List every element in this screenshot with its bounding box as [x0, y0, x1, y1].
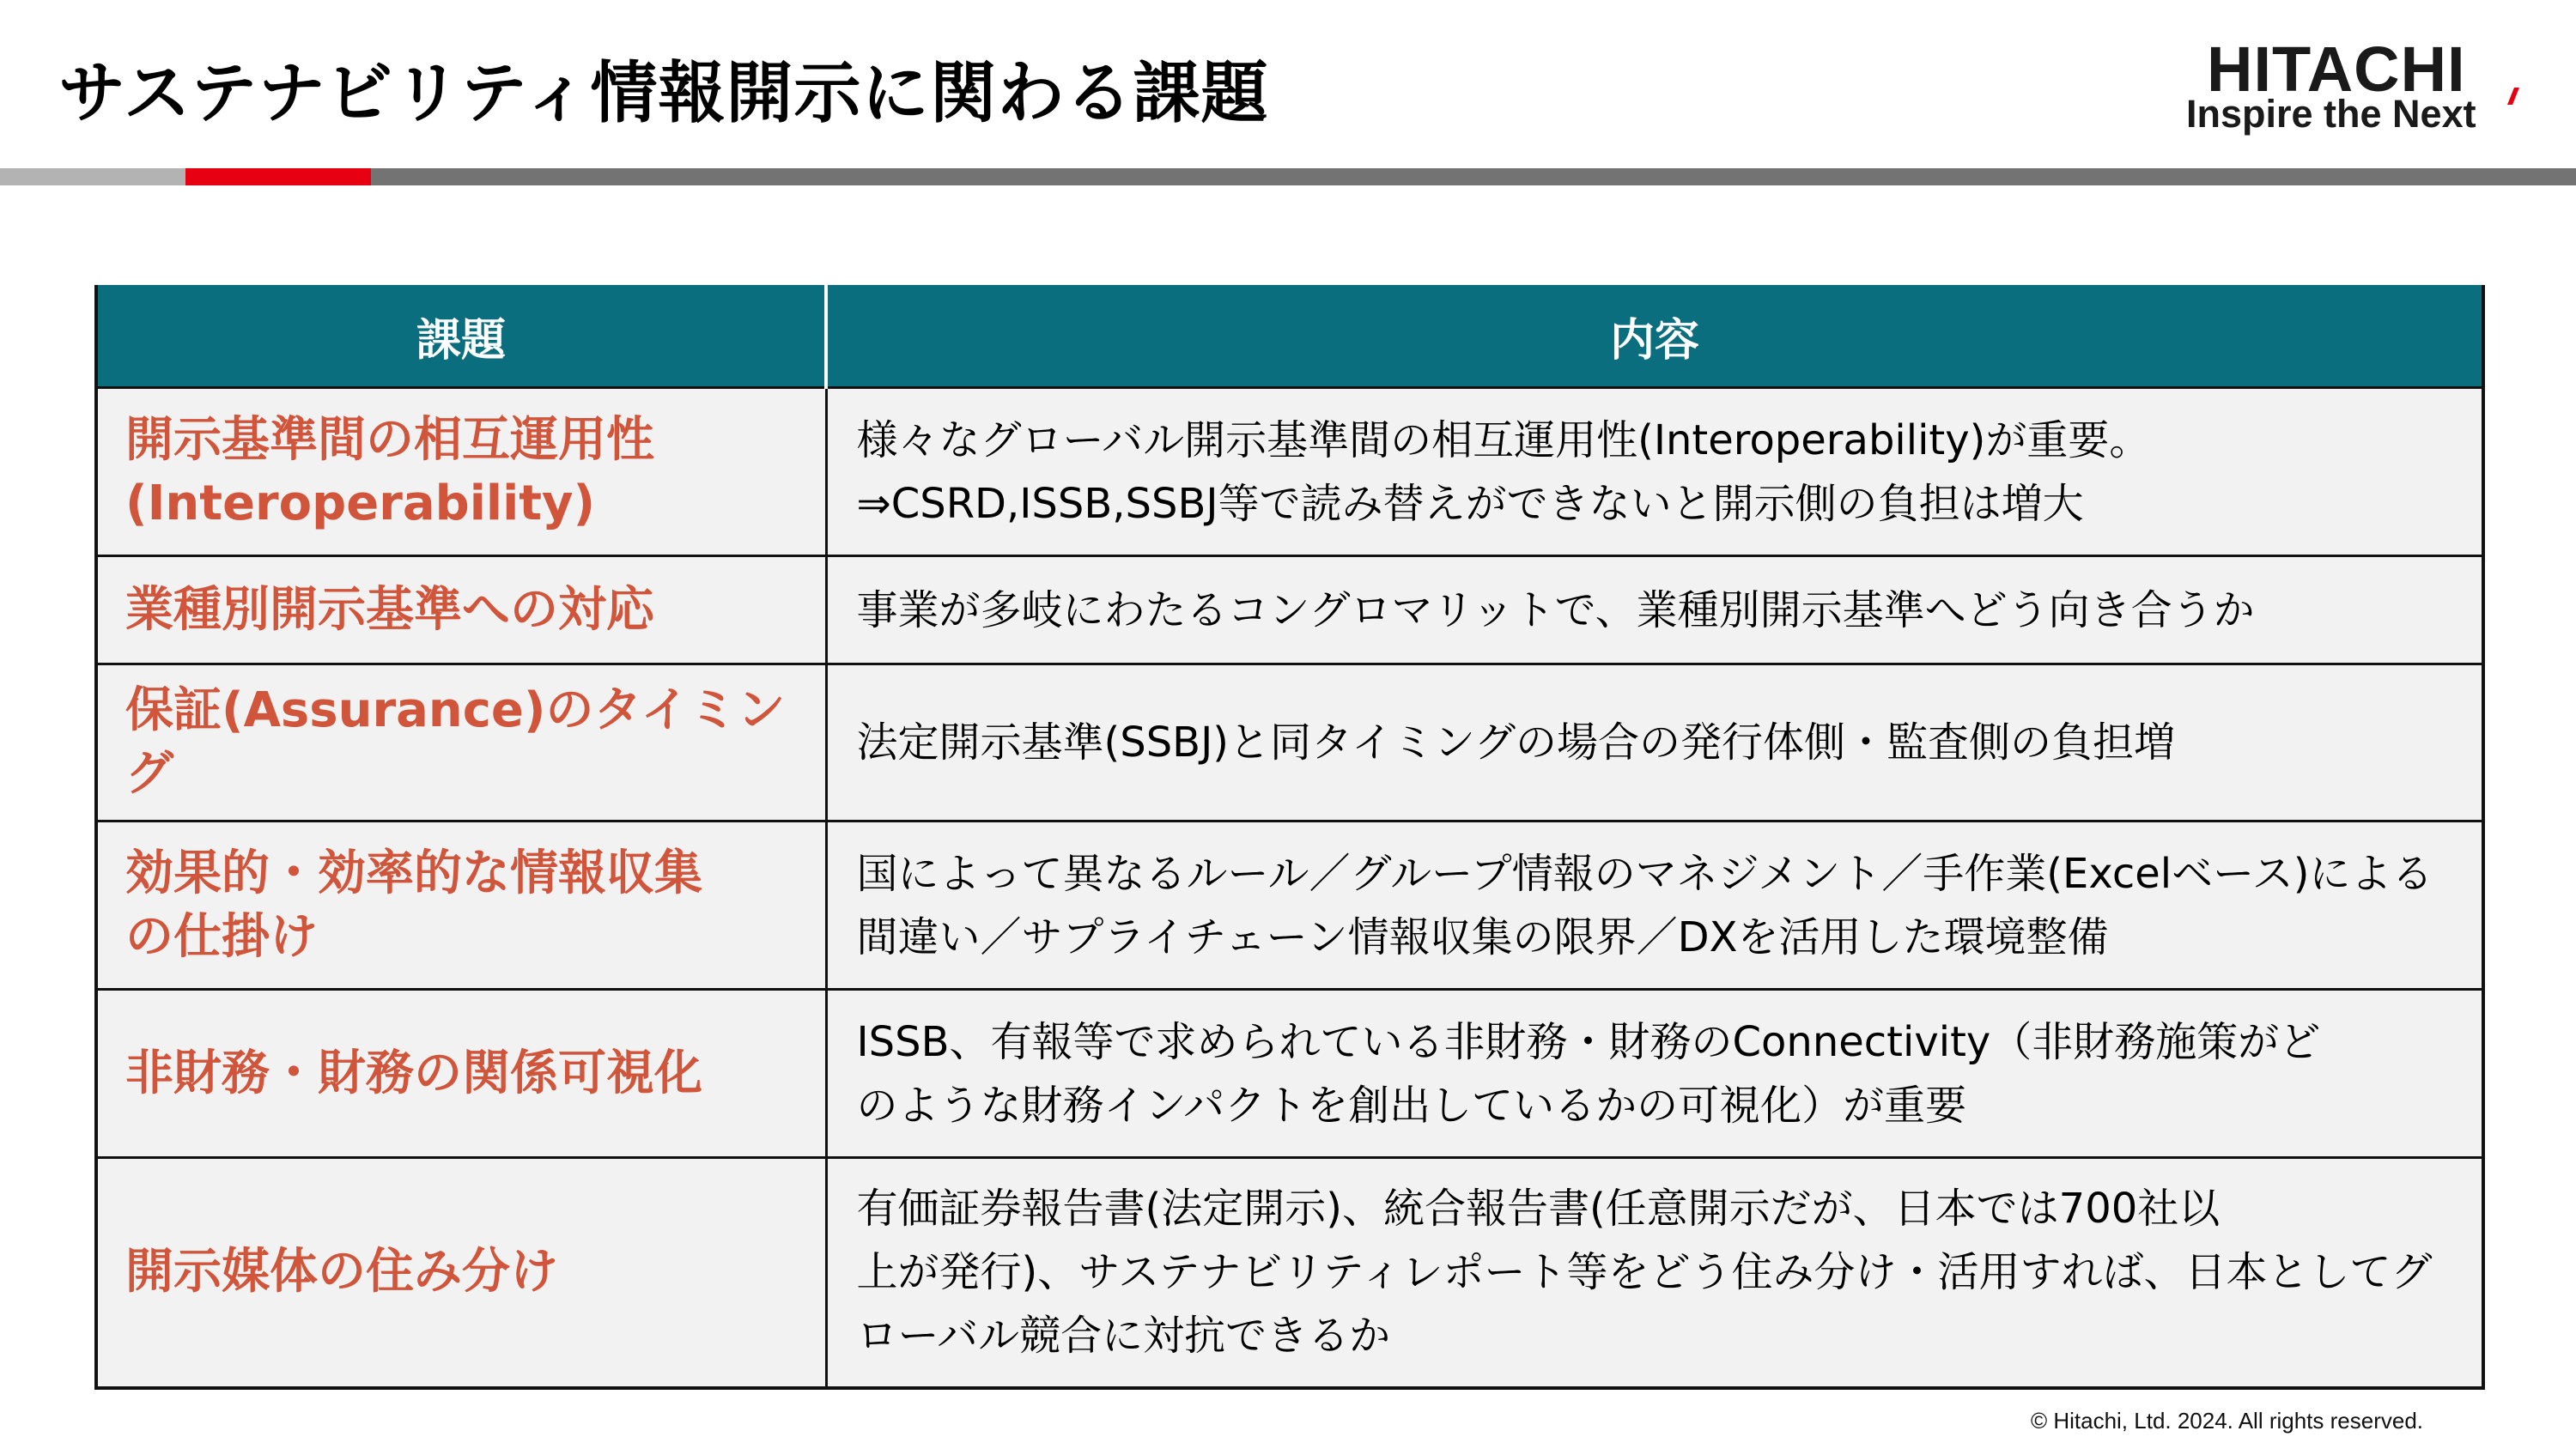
page-title: サステナビリティ情報開示に関わる課題	[58, 55, 1269, 132]
table-row	[96, 556, 2483, 664]
table-row	[96, 990, 2483, 1158]
content-line: のような財務インパクトを創出しているかの可視化）が重要	[856, 1081, 1967, 1130]
content-line: 間違い／サプライチェーン情報収集の限界／DXを活用した環境整備	[856, 912, 2109, 961]
table-row	[96, 822, 2483, 990]
topic-cell	[96, 664, 826, 822]
content-cell	[826, 822, 2483, 990]
content-line: 上が発行)、サステナビリティレポート等をどう住み分け・活用すれば、日本としてグ	[856, 1248, 2433, 1297]
content-cell	[826, 556, 2483, 664]
topic-cell	[96, 822, 826, 990]
copyright-footer: © Hitachi, Ltd. 2024. All rights reserved.	[2030, 1408, 2423, 1434]
topic-line: 業種別開示基準への対応	[125, 581, 654, 638]
topic-cell	[96, 1158, 826, 1388]
content-cell	[826, 388, 2483, 556]
table-row	[96, 1158, 2483, 1388]
topic-cell	[96, 990, 826, 1158]
issues-table	[94, 282, 2485, 1390]
content-line: 様々なグローバル開示基準間の相互運用性(Interoperability)が重要。	[856, 415, 2151, 464]
content-line: ISSB、有報等で求められている非財務・財務のConnectivity（非財務施策がど	[856, 1017, 2321, 1066]
topic-line: 保証(Assurance)のタイミング	[125, 682, 786, 802]
header-rule-left	[0, 168, 185, 185]
content-line: 国によって異なるルール／グループ情報のマネジメント／手作業(Excelベース)による	[856, 849, 2433, 898]
header-cell-topic: 課題	[96, 283, 826, 388]
table-row	[96, 388, 2483, 556]
content-line: 有価証券報告書(法定開示)、統合報告書(任意開示だが、日本では700社以	[856, 1185, 2221, 1234]
logo-tagline: Inspire the Next	[2186, 92, 2476, 136]
content-cell	[826, 664, 2483, 822]
content-line: ローバル競合に対抗できるか	[856, 1312, 1391, 1361]
topic-line: 開示媒体の住み分け	[125, 1244, 558, 1300]
logo-brand: HITACHI	[2207, 33, 2466, 105]
topic-cell	[96, 388, 826, 556]
content-line: 事業が多岐にわたるコングロマリットで、業種別開示基準へどう向き合うか	[856, 585, 2255, 634]
table-header-row	[96, 283, 2483, 388]
hitachi-logo	[2186, 33, 2530, 136]
header-cell-content: 内容	[826, 283, 2483, 388]
logo-accent-mark	[2507, 88, 2519, 105]
topic-cell	[96, 556, 826, 664]
issues-table-container	[94, 282, 2482, 1361]
header-rule-accent	[185, 168, 371, 185]
topic-line: 非財務・財務の関係可視化	[125, 1045, 702, 1101]
table-row	[96, 664, 2483, 822]
content-cell	[826, 990, 2483, 1158]
topic-line: の仕掛け	[125, 908, 318, 965]
topic-line: (Interoperability)	[125, 475, 596, 531]
content-line: 法定開示基準(SSBJ)と同タイミングの場合の発行体側・監査側の負担増	[856, 718, 2176, 767]
content-line: ⇒CSRD,ISSB,SSBJ等で読み替えができないと開示側の負担は増大	[856, 479, 2084, 528]
topic-line: 効果的・効率的な情報収集	[125, 845, 702, 901]
topic-line: 開示基準間の相互運用性	[125, 411, 654, 468]
header-rule-right	[371, 168, 2576, 185]
content-cell	[826, 1158, 2483, 1388]
